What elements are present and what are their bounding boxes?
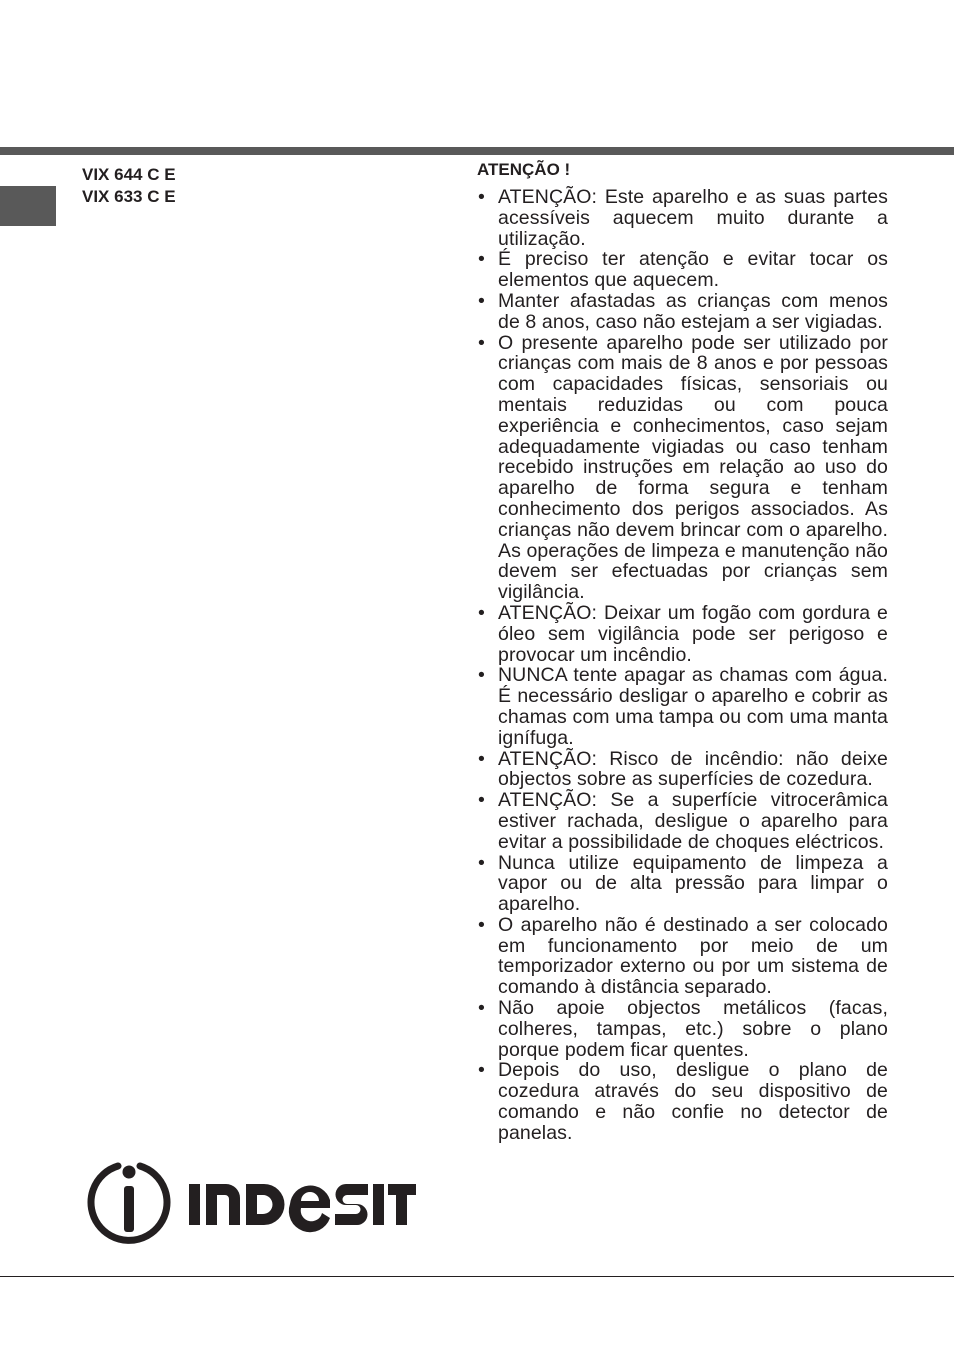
bullet-icon: • xyxy=(478,747,485,770)
warning-item xyxy=(478,187,888,249)
bullet-icon: • xyxy=(478,789,485,812)
warning-text: ATENÇÃO: Este aparelho e as suas partes acessíveis aquecem muito durante a utilização. xyxy=(498,186,888,250)
warning-list xyxy=(478,187,888,1144)
bullet-icon: • xyxy=(478,289,485,312)
warning-item xyxy=(478,603,888,665)
warning-item xyxy=(478,291,888,333)
warning-item xyxy=(478,1060,888,1143)
warning-text: Nunca utilize equipamento de limpeza a vapor ou de alta pressão para limpar o aparelho. xyxy=(498,851,888,916)
bullet-icon: • xyxy=(478,186,485,208)
warning-item xyxy=(478,790,888,852)
side-tab-marker xyxy=(0,186,56,226)
warning-text: ATENÇÃO: Risco de incêndio: não deixe objectos sobre as superfícies de cozedura. xyxy=(498,747,888,791)
warning-text: É preciso ter atenção e evitar tocar os elementos que aquecem. xyxy=(498,248,888,292)
bullet-icon: • xyxy=(478,1059,485,1082)
bullet-icon: • xyxy=(478,248,485,271)
warning-item xyxy=(478,915,888,998)
warning-item xyxy=(478,249,888,291)
top-divider-bar xyxy=(0,147,954,155)
warning-text: ATENÇÃO: Deixar um fogão com gordura e óleo sem vigilância pode ser perigoso e provocar um incêndio. xyxy=(498,601,888,666)
warning-item xyxy=(478,333,888,603)
indesit-wordmark xyxy=(189,1184,416,1232)
warning-text: Depois do uso, desligue o plano de cozedura através do seu dispositivo de comando e não confie no detector de panelas. xyxy=(498,1059,888,1144)
bottom-divider-line xyxy=(0,1276,954,1277)
bullet-icon: • xyxy=(478,601,485,624)
bullet-icon: • xyxy=(478,913,485,936)
warning-text: O aparelho não é destinado a ser colocado em funcionamento por meio de um temporizador externo ou por um sistema de comando à distância separado. xyxy=(498,913,888,999)
warning-item xyxy=(478,749,888,791)
warning-text: Manter afastadas as crianças com menos de 8 anos, caso não estejam a ser vigiadas. xyxy=(498,289,888,333)
model-list xyxy=(82,164,176,208)
warning-item xyxy=(478,853,888,915)
bullet-icon: • xyxy=(478,851,485,874)
warning-item xyxy=(478,665,888,748)
warning-title: ATENÇÃO ! xyxy=(477,160,571,179)
warning-text: Não apoie objectos metálicos (facas, colheres, tampas, etc.) sobre o plano porque podem ficar quentes. xyxy=(498,997,888,1061)
bullet-icon: • xyxy=(478,664,485,687)
warning-text: O presente aparelho pode ser utilizado por crianças com mais de 8 anos e por pessoas com capacidades físicas, sensoriais ou mentais reduzidas ou com pouca experiência e conhecimentos, caso sejam adequadamente vigiadas ou caso tenham recebido instruções em relação ao uso do aparelho de forma segura e tenham conhecimento dos perigos associados. As crianças não devem brincar com o aparelho. As operações de limpeza e manutenção não devem ser efectuadas por crianças sem vigilância. xyxy=(498,331,888,604)
warning-text: NUNCA tente apagar as chamas com água. É necessário desligar o aparelho e cobrir as chamas com uma tampa ou com uma manta ignífuga. xyxy=(498,664,888,749)
warning-item xyxy=(478,998,888,1060)
indesit-i-logo-icon xyxy=(91,1166,167,1241)
warning-text: ATENÇÃO: Se a superfície vitrocerâmica estiver rachada, desligue o aparelho para evitar a possibilidade de choques eléctricos. xyxy=(498,789,888,853)
model-name: VIX 633 C E xyxy=(82,187,176,206)
bullet-icon: • xyxy=(478,331,485,354)
indesit-logo xyxy=(86,1158,416,1248)
model-name: VIX 644 C E xyxy=(82,165,176,184)
bullet-icon: • xyxy=(478,997,485,1020)
